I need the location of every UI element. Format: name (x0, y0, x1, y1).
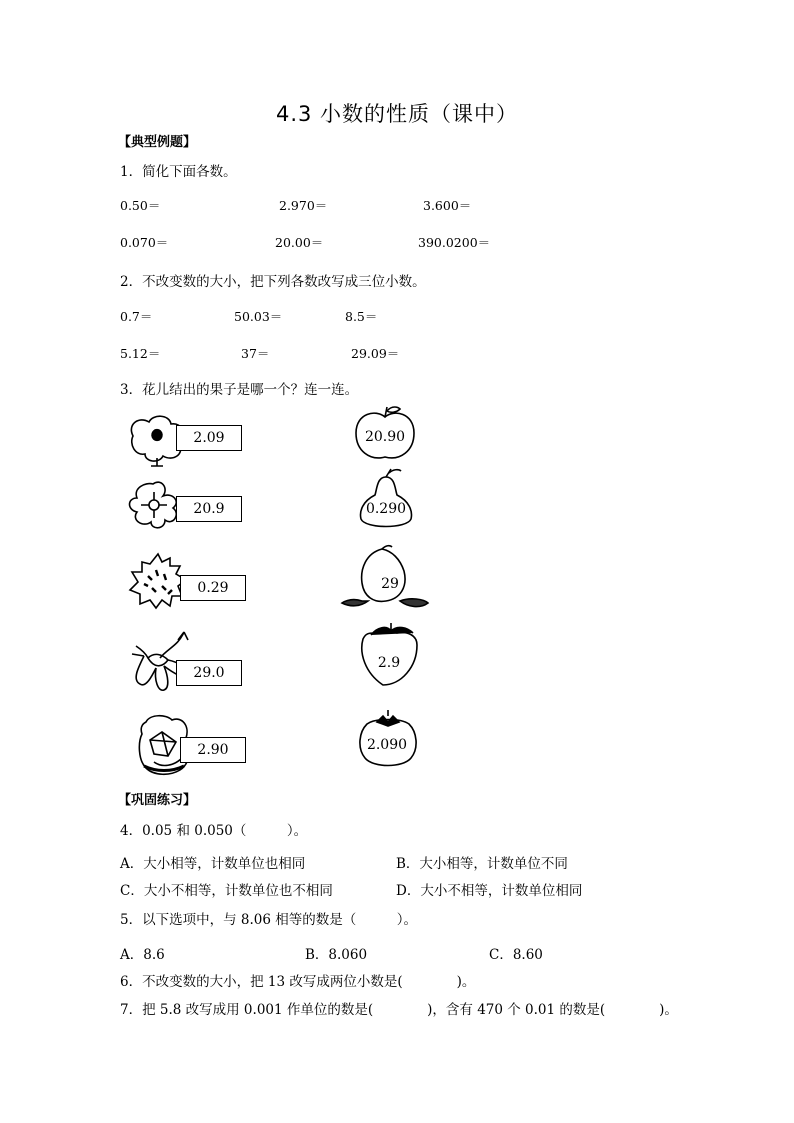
q5-option: B．8.060 (305, 947, 368, 963)
q3-prompt: 3．花儿结出的果子是哪一个？连一连。 (120, 382, 359, 398)
section-examples-heading: 【典型例题】 (118, 135, 197, 150)
fruit-label: 29 (381, 576, 399, 592)
q1-item: 0.50＝ (120, 198, 161, 213)
q6-prompt: 6．不改变数的大小，把 13 改写成两位小数是( )。 (120, 974, 476, 990)
flower-label-box: 0.29 (180, 575, 246, 601)
q5-prompt: 5．以下选项中，与 8.06 相等的数是（ ）。 (120, 912, 417, 928)
q5-option: C．8.60 (489, 947, 543, 963)
q1-item: 3.600＝ (423, 198, 472, 213)
flower-label-box: 2.90 (180, 737, 246, 763)
fruit-label: 0.290 (365, 501, 407, 517)
fruit-label: 2.9 (377, 655, 401, 671)
q2-prompt: 2．不改变数的大小，把下列各数改写成三位小数。 (120, 274, 426, 290)
q1-item: 20.00＝ (275, 235, 324, 250)
q1-item: 2.970＝ (279, 198, 328, 213)
q1-item: 0.070＝ (120, 235, 169, 250)
q4-option: D．大小不相等，计数单位相同 (396, 883, 583, 899)
fruit-label: 2.090 (366, 737, 408, 753)
q4-option: C．大小不相等，计数单位也不相同 (120, 883, 333, 899)
q7-prompt: 7．把 5.8 改写成用 0.001 作单位的数是( )，含有 470 个 0.01 的数是( )。 (120, 1002, 678, 1018)
q4-option: B．大小相等，计数单位不同 (396, 856, 568, 872)
q4-prompt: 4．0.05 和 0.050（ ）。 (120, 823, 308, 839)
q2-item: 0.7＝ (120, 309, 153, 324)
flower-label-box: 20.9 (176, 496, 242, 522)
section-practice-heading: 【巩固练习】 (118, 793, 197, 808)
fruit-label: 20.90 (364, 429, 406, 445)
q2-item: 29.09＝ (351, 346, 400, 361)
q4-option: A．大小相等，计数单位也相同 (120, 856, 306, 872)
q2-item: 37＝ (241, 346, 270, 361)
q1-item: 390.0200＝ (418, 235, 491, 250)
q5-option: A．8.6 (120, 947, 165, 963)
q2-item: 5.12＝ (120, 346, 161, 361)
flower-label-box: 2.09 (176, 425, 242, 451)
flower-label-box: 29.0 (176, 660, 242, 686)
q2-item: 8.5＝ (345, 309, 378, 324)
q1-prompt: 1．简化下面各数。 (120, 164, 237, 180)
page-title: 4.3 小数的性质（课中） (275, 102, 519, 126)
pear-icon (357, 467, 415, 531)
q2-item: 50.03＝ (234, 309, 283, 324)
